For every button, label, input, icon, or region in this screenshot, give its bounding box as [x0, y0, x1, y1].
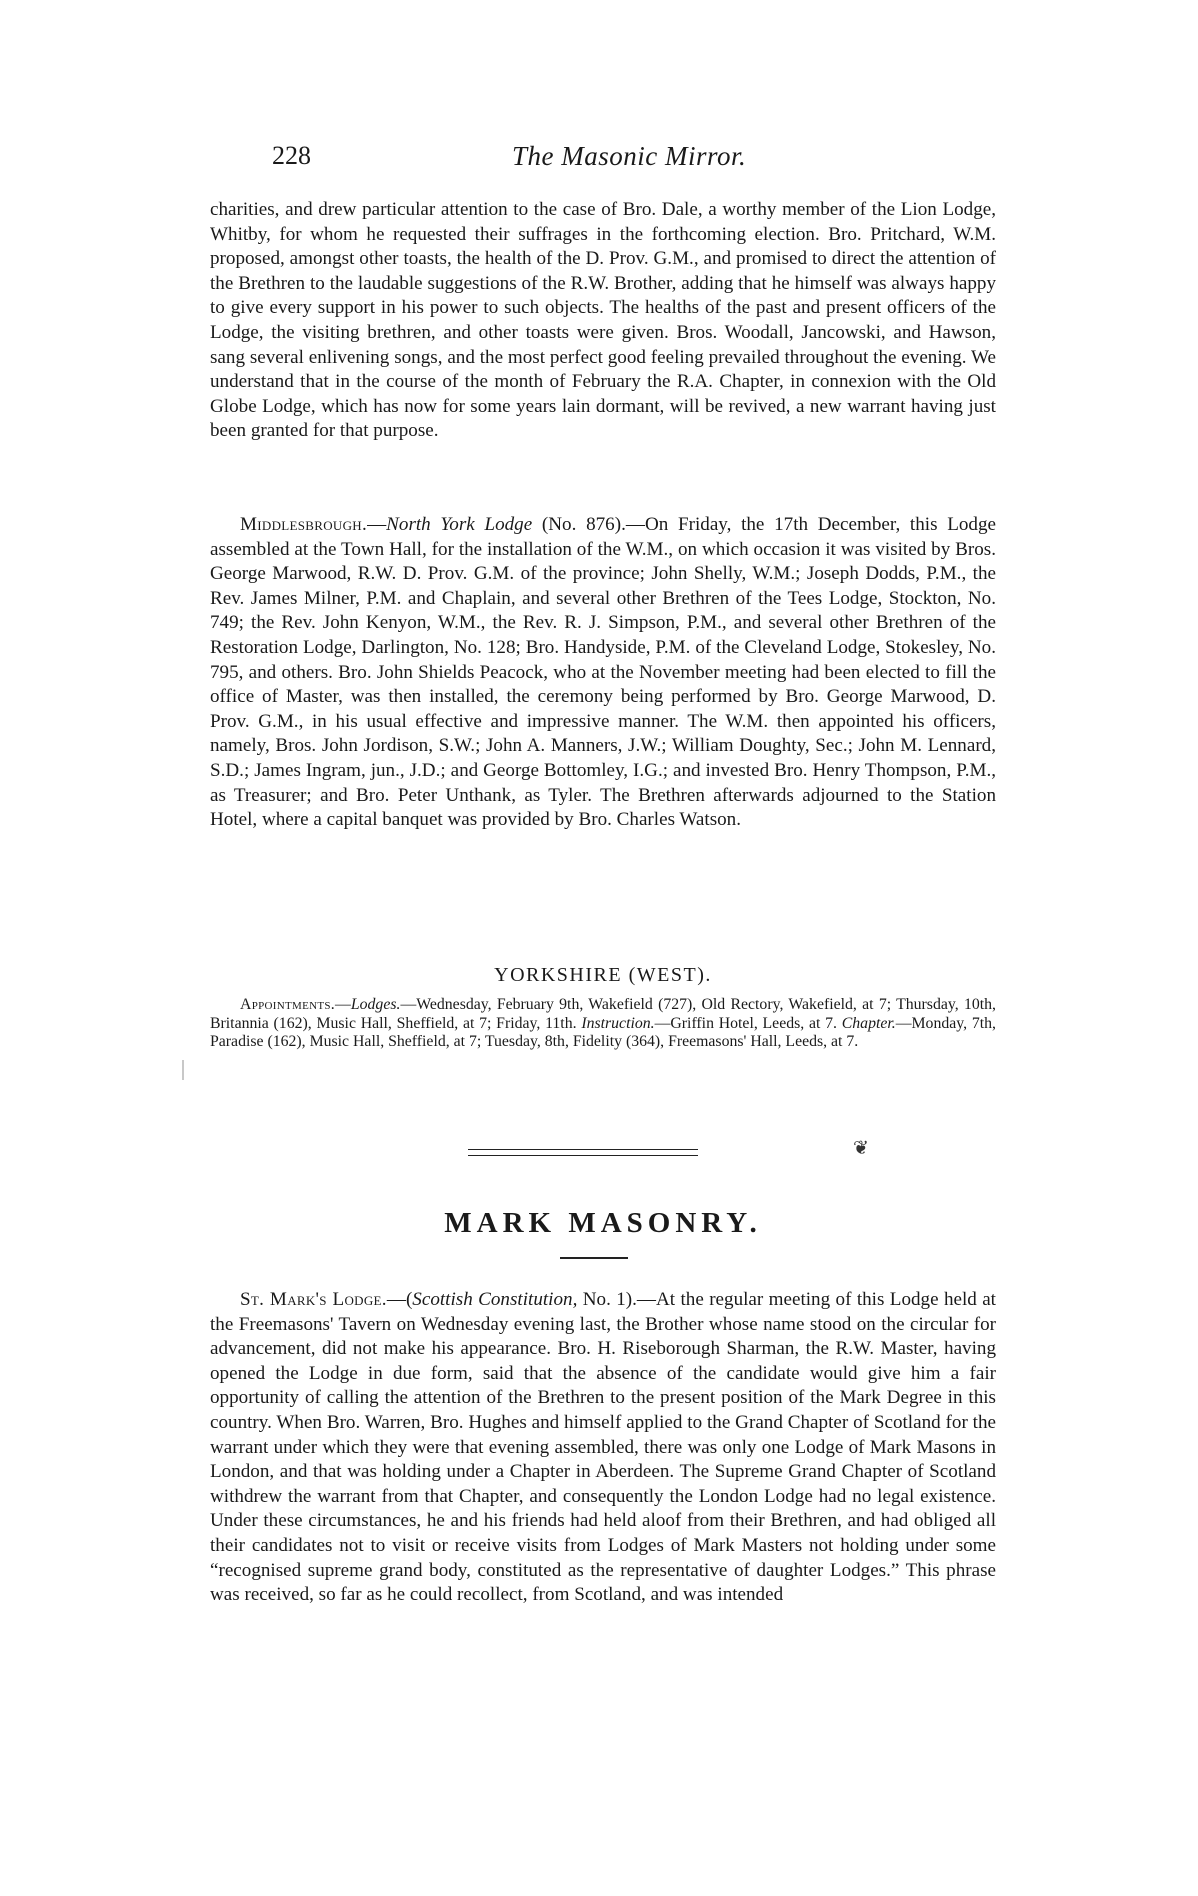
divider-rule-top: [468, 1149, 698, 1150]
report-continuation: [210, 198, 996, 444]
appointments-notice: [210, 996, 996, 1052]
instruction-text: —Griffin Hotel, Leeds, at 7.: [654, 1014, 842, 1032]
lodges-text: —Wednesday, February 9th, Wakefield (727), Old Rectory, Wakefield, at 7; Thursday, 10th, Britannia (162), Music Hall, Sheffield, at 7; Friday, 11th.: [210, 996, 996, 1032]
paragraph-st-marks: St. Mark's Lodge.—(Scottish Constitution, No. 1).—At the regular meeting of this Lodge held at the Freemasons' Tavern on Wednesday evening last, the Brother whose name stood on the circular for advancement, did not make his appearance. Bro. H. Riseborough Sharman, the R.W. Master, having opened the Lodge in due form, said that the absence of the candidate would give him a fair opportunity of calling the attention of the Brethren to the present position of the Mark Degree in this country. When Bro. Warren, Bro. Hughes and himself applied to the Grand Chapter of Scotland for the warrant under which they were that evening assembled, there was only one Lodge of Mark Masons in London, and that was holding under a Chapter in Aberdeen. The Supreme Grand Chapter of Scotland withdrew the warrant from that Chapter, and consequently the London Lodge had no legal existence. Under these circumstances, he and his friends had held aloof from their Brethren, and had obliged all their candidates not to visit or receive visits from Lodges of Mark Masters not holding under some “recognised supreme grand body, constituted as the representative of daughter Lodges.” This phrase was received, so far as he could recollect, from Scotland, and was intended: [210, 1289, 996, 1606]
margin-mark: [182, 1060, 184, 1080]
middlesbrough-report: [210, 513, 996, 833]
divider-rule-bottom: [468, 1155, 698, 1156]
paragraph-charities: charities, and drew particular attention to the case of Bro. Dale, a worthy member of the Lion Lodge, Whitby, for whom he requested their suffrages in the forthcoming election. Bro. Pritchard, W.M. proposed, amongst other toasts, the health of the D. Prov. G.M., and promised to direct the attention of the Brethren to the laudable suggestions of the R.W. Brother, adding that he himself was always happy to give every support in his power to such objects. The healths of the past and present officers of the Lodge, the visiting brethren, and other toasts were given. Bros. Woodall, Jancowski, and Hawson, sang several enlivening songs, and the most perfect good feeling prevailed throughout the evening. We understand that in the course of the month of February the R.A. Chapter, in connexion with the Old Globe Lodge, which has now for some years lain dormant, will be revived, a new warrant having just been granted for that purpose.: [210, 199, 996, 442]
instruction-label: Instruction.: [581, 1014, 655, 1032]
lodge-title: St. Mark's Lodge.: [240, 1289, 387, 1310]
page-header: [272, 141, 972, 181]
appointments-label: Appointments.: [240, 996, 336, 1013]
heading-underline: [560, 1257, 628, 1259]
page-number: 228: [272, 141, 311, 170]
lodges-label: Lodges.: [350, 996, 401, 1013]
yorkshire-west-heading: YORKSHIRE (WEST).: [494, 964, 712, 986]
mark-masonry-heading: MARK MASONRY.: [444, 1207, 762, 1239]
lodge-name: North York Lodge: [386, 514, 533, 535]
place-name: Middlesbrough.: [240, 514, 368, 535]
ornament-icon: ❦: [853, 1138, 869, 1159]
chapter-text: —Monday, 7th, Paradise (162), Music Hall, Sheffield, at 7; Tuesday, 8th, Fidelity (364), Freemasons' Hall, Leeds, at 7.: [210, 1014, 996, 1051]
chapter-label: Chapter.: [841, 1014, 896, 1032]
running-title: The Masonic Mirror.: [512, 141, 747, 171]
paragraph-body: (No. 876).—On Friday, the 17th December, this Lodge assembled at the Town Hall, for the installation of the W.M., on which occasion it was visited by Bros. George Marwood, R.W. D. Prov. G.M. of the province; John Shelly, W.M.; Joseph Dodds, P.M., the Rev. James Milner, P.M. and Chaplain, and several other Brethren of the Tees Lodge, Stockton, No. 749; the Rev. John Kenyon, W.M., the Rev. R. J. Simpson, P.M., and several other Brethren of the Restoration Lodge, Darlington, No. 128; Bro. Handyside, P.M. of the Cleveland Lodge, Stokesley, No. 795, and others. Bro. John Shields Peacock, who at the November meeting had been elected to fill the office of Master, was then installed, the ceremony being performed by Bro. George Marwood, D. Prov. G.M., in his usual effective and impressive manner. The W.M. then appointed his officers, namely, Bros. John Jordison, S.W.; John A. Manners, J.W.; William Doughty, Sec.; John M. Lennard, S.D.; James Ingram, jun., J.D.; and George Bottomley, I.G.; and invested Bro. Henry Thompson, P.M., as Treasurer; and Bro. Peter Unthank, as Tyler. The Brethren afterwards adjourned to the Station Hotel, where a capital banquet was provided by Bro. Charles Watson.: [210, 514, 996, 831]
paragraph-middlesbrough: Middlesbrough.—North York Lodge (No. 876).—On Friday, the 17th December, this Lodge assembled at the Town Hall, for the installation of the W.M., on which occasion it was visited by Bros. George Marwood, R.W. D. Prov. G.M. of the province; John Shelly, W.M.; Joseph Dodds, P.M., the Rev. James Milner, P.M. and Chaplain, and several other Brethren of the Tees Lodge, Stockton, No. 749; the Rev. John Kenyon, W.M., the Rev. R. J. Simpson, P.M., and several other Brethren of the Restoration Lodge, Darlington, No. 128; Bro. Handyside, P.M. of the Cleveland Lodge, Stokesley, No. 795, and others. Bro. John Shields Peacock, who at the November meeting had been elected to fill the office of Master, was then installed, the ceremony being performed by Bro. George Marwood, D. Prov. G.M., in his usual effective and impressive manner. The W.M. then appointed his officers, namely, Bros. John Jordison, S.W.; John A. Manners, J.W.; William Doughty, Sec.; John M. Lennard, S.D.; James Ingram, jun., J.D.; and George Bottomley, I.G.; and invested Bro. Henry Thompson, P.M., as Treasurer; and Bro. Peter Unthank, as Tyler. The Brethren afterwards adjourned to the Station Hotel, where a capital banquet was provided by Bro. Charles Watson.: [210, 514, 996, 831]
appointments-paragraph: Appointments.—Lodges.—Wednesday, February 9th, Wakefield (727), Old Rectory, Wakefield, at 7; Thursday, 10th, Britannia (162), Music Hall, Sheffield, at 7; Friday, 11th. Instruction.—Griffin Hotel, Leeds, at 7. Chapter.—Monday, 7th, Paradise (162), Music Hall, Sheffield, at 7; Tuesday, 8th, Fidelity (364), Freemasons' Hall, Leeds, at 7.: [210, 996, 996, 1051]
constitution-name: Scottish Constitution,: [412, 1289, 578, 1310]
st-marks-lodge-report: [210, 1288, 996, 1608]
paragraph-body: No. 1).—At the regular meeting of this Lodge held at the Freemasons' Tavern on Wednesday evening last, the Brother whose name stood on the circular for advancement, did not make his appearance. Bro. H. Riseborough Sharman, the R.W. Master, having opened the Lodge in due form, said that the absence of the candidate would give him a fair opportunity of calling the attention of the Brethren to the present position of the Mark Degree in this country. When Bro. Warren, Bro. Hughes and himself applied to the Grand Chapter of Scotland for the warrant under which they were that evening assembled, there was only one Lodge of Mark Masons in London, and that was holding under a Chapter in Aberdeen. The Supreme Grand Chapter of Scotland withdrew the warrant from that Chapter, and consequently the London Lodge had no legal existence. Under these circumstances, he and his friends had held aloof from their Brethren, and had obliged all their candidates not to visit or receive visits from Lodges of Mark Masters not holding under some “recognised supreme grand body, constituted as the representative of daughter Lodges.” This phrase was received, so far as he could recollect, from Scotland, and was intended: [210, 1289, 996, 1606]
